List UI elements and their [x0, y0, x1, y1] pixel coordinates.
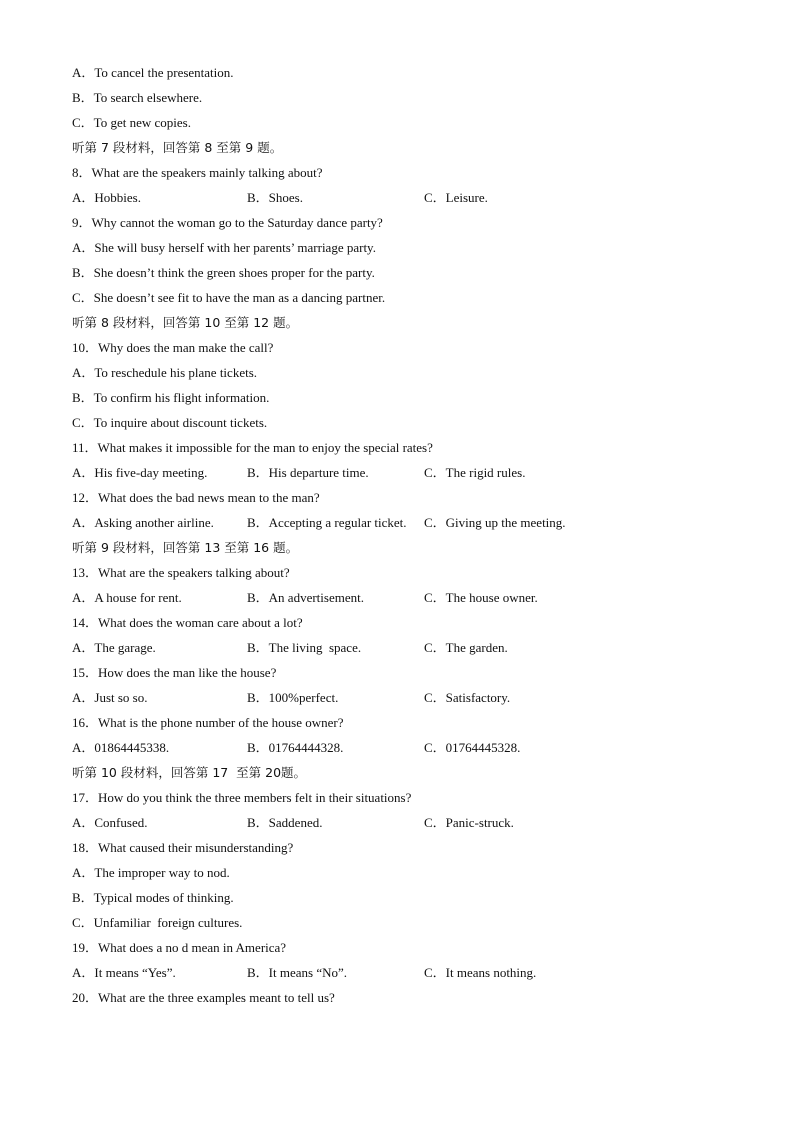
section-heading: 听第 7 段材料，回答第 8 至第 9 题。	[72, 140, 283, 155]
answer-option: B．She doesn’t think the green shoes proper for the party.	[72, 265, 375, 280]
answer-option-c: C．The garden.	[424, 640, 508, 655]
answer-options-row	[72, 588, 732, 613]
answer-option: B．Typical modes of thinking.	[72, 890, 234, 905]
answer-option-b: B．His departure time.	[247, 465, 369, 480]
answer-options-row	[72, 688, 732, 713]
question-text: 8．What are the speakers mainly talking about?	[72, 165, 323, 180]
question-text: 20．What are the three examples meant to tell us?	[72, 990, 335, 1005]
question-text: 14．What does the woman care about a lot?	[72, 615, 303, 630]
answer-option-a: A．Confused.	[72, 815, 148, 830]
answer-option: B．To confirm his flight information.	[72, 390, 270, 405]
answer-option-a: A．Hobbies.	[72, 190, 141, 205]
answer-options-row	[72, 738, 732, 763]
answer-option-b: B．The living space.	[247, 640, 362, 655]
question-text: 19．What does a no d mean in America?	[72, 940, 287, 955]
answer-option-a: A．Asking another airline.	[72, 515, 214, 530]
answer-option-a: A．The garage.	[72, 640, 156, 655]
answer-option: A．To cancel the presentation.	[72, 65, 234, 80]
answer-option-b: B．01764444328.	[247, 740, 344, 755]
answer-option-c: C．Satisfactory.	[424, 690, 511, 705]
answer-option: A．The improper way to nod.	[72, 865, 230, 880]
answer-option-b: B．Saddened.	[247, 815, 323, 830]
question-text: 10．Why does the man make the call?	[72, 340, 274, 355]
answer-option-a: A．01864445338.	[72, 740, 170, 755]
answer-option: A．She will busy herself with her parents’ marriage party.	[72, 240, 376, 255]
answer-option-c: C．It means nothing.	[424, 965, 537, 980]
answer-option-c: C．The rigid rules.	[424, 465, 526, 480]
answer-option: C．To get new copies.	[72, 115, 191, 130]
answer-option-c: C．01764445328.	[424, 740, 521, 755]
answer-option-a: A．A house for rent.	[72, 590, 182, 605]
answer-option-c: C．Leisure.	[424, 190, 488, 205]
answer-option: B．To search elsewhere.	[72, 90, 203, 105]
section-heading: 听第 9 段材料，回答第 13 至第 16 题。	[72, 540, 299, 555]
answer-option-c: C．The house owner.	[424, 590, 538, 605]
answer-option: C．To inquire about discount tickets.	[72, 415, 268, 430]
answer-option: C．She doesn’t see fit to have the man as a dancing partner.	[72, 290, 386, 305]
section-heading: 听第 10 段材料，回答第 17 至第 20题。	[72, 765, 307, 780]
question-text: 9．Why cannot the woman go to the Saturday dance party?	[72, 215, 383, 230]
answer-option-c: C．Giving up the meeting.	[424, 515, 566, 530]
question-text: 16．What is the phone number of the house owner?	[72, 715, 344, 730]
answer-options-row	[72, 963, 732, 988]
question-text: 12．What does the bad news mean to the man?	[72, 490, 320, 505]
answer-options-row	[72, 188, 732, 213]
question-text: 11．What makes it impossible for the man to enjoy the special rates?	[72, 440, 433, 455]
section-heading: 听第 8 段材料，回答第 10 至第 12 题。	[72, 315, 299, 330]
question-text: 13．What are the speakers talking about?	[72, 565, 290, 580]
answer-option-b: B．100%perfect.	[247, 690, 339, 705]
answer-option: C．Unfamiliar foreign cultures.	[72, 915, 243, 930]
answer-option-a: A．Just so so.	[72, 690, 148, 705]
answer-option-c: C．Panic-struck.	[424, 815, 514, 830]
answer-options-row	[72, 513, 732, 538]
answer-options-row	[72, 463, 732, 488]
answer-option: A．To reschedule his plane tickets.	[72, 365, 258, 380]
answer-options-row	[72, 813, 732, 838]
answer-option-a: A．It means “Yes”.	[72, 965, 176, 980]
question-text: 15．How does the man like the house?	[72, 665, 277, 680]
answer-option-b: B．Shoes.	[247, 190, 303, 205]
answer-options-row	[72, 638, 732, 663]
answer-option-b: B．An advertisement.	[247, 590, 364, 605]
answer-option-b: B．Accepting a regular ticket.	[247, 515, 407, 530]
answer-option-b: B．It means “No”.	[247, 965, 348, 980]
exam-page	[72, 63, 732, 1013]
question-text: 17．How do you think the three members felt in their situations?	[72, 790, 412, 805]
question-text: 18．What caused their misunderstanding?	[72, 840, 294, 855]
answer-option-a: A．His five-day meeting.	[72, 465, 208, 480]
